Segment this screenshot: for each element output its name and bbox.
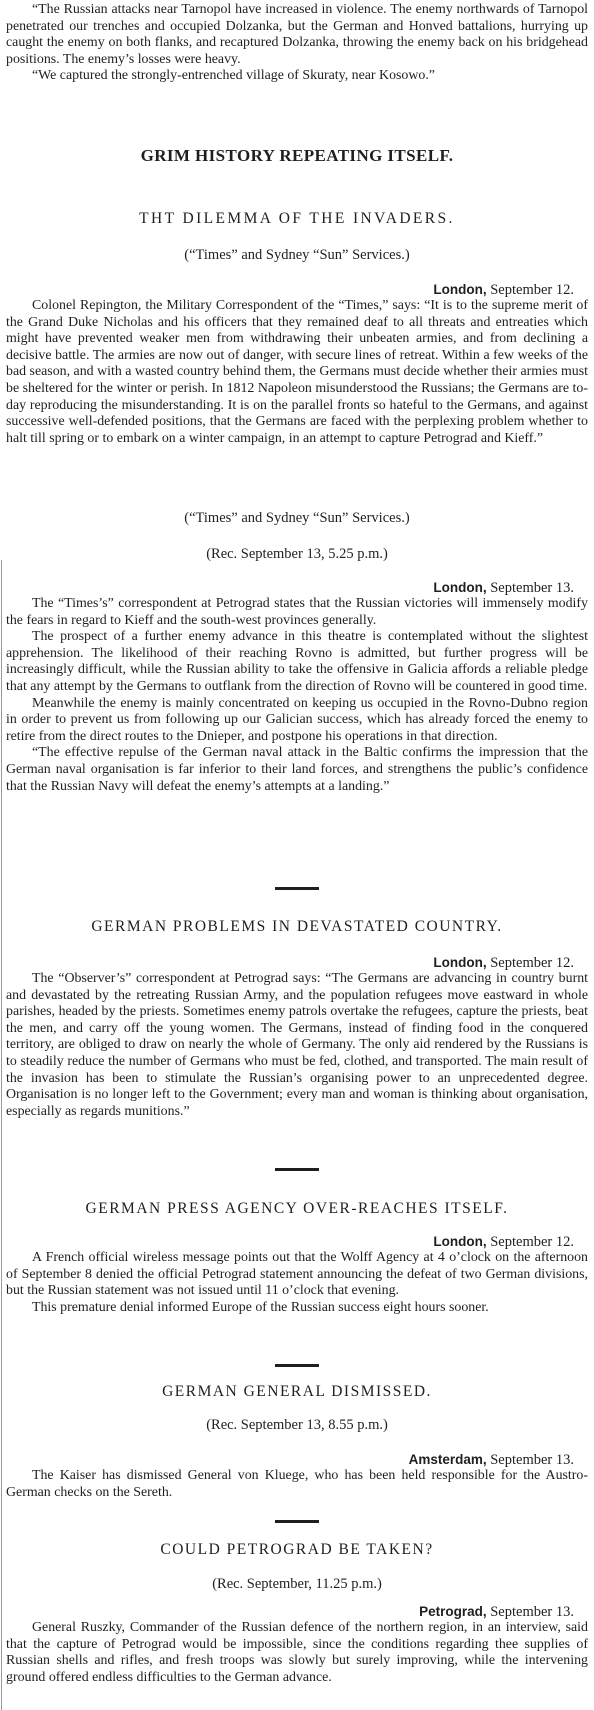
received-line-block bbox=[6, 546, 588, 563]
service-line-block bbox=[6, 510, 588, 527]
dateline-date: September 12. bbox=[490, 282, 574, 298]
dateline-place: London, bbox=[433, 282, 487, 297]
separator-rule bbox=[275, 1364, 319, 1367]
service-line: (“Times” and Sydney “Sun” Services.) bbox=[184, 247, 410, 263]
article-heading: COULD PETROGRAD BE TAKEN? bbox=[160, 1541, 434, 1558]
article-paragraph: “The effective repulse of the German naval attack in the Baltic confirms the impression that the German naval organisation is far inferior to their land forces, and strengthens the public’s confidence that the Russian Navy will defeat the enemy’s attempts at a landing.” bbox=[6, 745, 588, 794]
article-body bbox=[6, 298, 588, 447]
article-paragraph: The “Times’s” correspondent at Petrograd states that the Russian victories will immensely modify the fears in regard to Kieff and the south-west provinces generally. bbox=[6, 596, 588, 628]
dateline-place: Amsterdam, bbox=[408, 1452, 487, 1467]
received-line: (Rec. September 13, 8.55 p.m.) bbox=[206, 1417, 388, 1433]
article-paragraph: Colonel Repington, the Military Correspondent of the “Times,” says: “It is to the supreme merit of the Grand Duke Nicholas and his officers that they remained deaf to all threats and entreaties which might have prevented weaker men from withdrawing their unbeaten armies, and from declining a decisive battle. The armies are now out of danger, with secure lines of retreat. Within a few weeks of the bad season, and with a wasted country behind them, the Germans must decide whether their armies must be sheltered for the winter or perish. In 1812 Napoleon misunderstood the Russians; the Germans are to-day reproducing the misunderstanding. It is on the parallel fronts so hateful to the Germans, and against successive well-defended positions, that the Germans are faced with the perplexing problem whether to halt till spring or to embark on a winter campaign, in an attempt to capture Petrograd and Kieff.” bbox=[6, 298, 588, 446]
intro-paragraph: “We captured the strongly-entrenched village of Skuraty, near Kosowo.” bbox=[32, 68, 435, 84]
column-rule bbox=[1, 560, 2, 1710]
service-line-block bbox=[6, 247, 588, 264]
article-paragraph: The prospect of a further enemy advance in this theatre is contemplated without the slightest apprehension. The likelihood of their reaching Rovno is admitted, but further progress will be increasingly difficult, while the Russian ability to take the offensive in Galicia affords a reliable pledge that any attempt by the Germans to outflank from the direction of Rovno will be countered in good time. bbox=[6, 629, 588, 694]
dateline-date: September 12. bbox=[490, 955, 574, 971]
dateline-date: September 13. bbox=[490, 580, 574, 596]
article-body bbox=[6, 971, 588, 1120]
separator-rule-block bbox=[6, 887, 588, 890]
service-line: (“Times” and Sydney “Sun” Services.) bbox=[184, 510, 410, 526]
dateline-place: London, bbox=[433, 955, 487, 970]
dateline bbox=[6, 955, 588, 972]
article-heading: GERMAN PRESS AGENCY OVER-REACHES ITSELF. bbox=[85, 1200, 509, 1217]
separator-rule bbox=[275, 1168, 319, 1171]
received-line: (Rec. September 13, 5.25 p.m.) bbox=[206, 546, 388, 562]
article-general-dismissed bbox=[6, 1383, 588, 1401]
dateline bbox=[6, 580, 588, 597]
article-paragraph: The “Observer’s” correspondent at Petrograd says: “The Germans are advancing in country burnt and devastated by the retreating Russian Army, and the population refugees move eastward in whole parishes, headed by the priests. Sometimes enemy patrols overtake the refugees, capture the priests, beat the men, and carry off the young women. The Germans, instead of finding food in the conquered territory, are obliged to draw on nearly the whole of Germany. The only aid rendered by the Russians is to steadily reduce the number of Germans who must be fed, clothed, and transported. The main result of the invasion has been to stimulate the Russian’s organising power to an unprecedented degree. Organisation is no longer left to the Government; every man and woman is thinking about organisation, especially as regards munitions.” bbox=[6, 971, 588, 1119]
received-line-block bbox=[6, 1576, 588, 1593]
dateline-place: London, bbox=[433, 580, 487, 595]
received-line: (Rec. September, 11.25 p.m.) bbox=[212, 1576, 382, 1592]
dateline-place: Petrograd, bbox=[419, 1604, 487, 1619]
article-body bbox=[6, 1620, 588, 1686]
article-dilemma bbox=[6, 210, 588, 228]
dateline-date: September 12. bbox=[490, 1234, 574, 1250]
article-heading: THT DILEMMA OF THE INVADERS. bbox=[139, 210, 455, 227]
dateline-place: London, bbox=[433, 1234, 487, 1249]
received-line-block bbox=[6, 1417, 588, 1434]
main-heading: GRIM HISTORY REPEATING ITSELF. bbox=[140, 146, 454, 165]
main-heading-block bbox=[6, 146, 588, 166]
dateline bbox=[6, 1452, 588, 1469]
intro-block bbox=[6, 2, 588, 85]
article-body bbox=[6, 596, 588, 795]
article-paragraph: The Kaiser has dismissed General von Kluege, who has been held responsible for the Austro-German checks on the Sereth. bbox=[6, 1468, 588, 1500]
article-paragraph: Meanwhile the enemy is mainly concentrated on keeping us occupied in the Rovno-Dubno region in order to prevent us from following up our Galician success, which has already forced the enemy to retire from the direct routes to the Dnieper, and postpone his operations in that direction. bbox=[6, 695, 588, 744]
article-heading: GERMAN GENERAL DISMISSED. bbox=[162, 1383, 432, 1400]
article-petrograd bbox=[6, 1541, 588, 1559]
dateline bbox=[6, 282, 588, 299]
article-paragraph: This premature denial informed Europe of the Russian success eight hours sooner. bbox=[32, 1299, 489, 1315]
separator-rule bbox=[275, 887, 319, 890]
article-body bbox=[6, 1250, 588, 1316]
article-body bbox=[6, 1468, 588, 1501]
separator-rule-block bbox=[6, 1364, 588, 1367]
dateline bbox=[6, 1604, 588, 1621]
article-german-problems bbox=[6, 918, 588, 936]
separator-rule bbox=[275, 1520, 319, 1523]
article-press-agency bbox=[6, 1200, 588, 1218]
dateline-date: September 13. bbox=[490, 1604, 574, 1620]
separator-rule-block bbox=[6, 1168, 588, 1171]
intro-paragraph: “The Russian attacks near Tarnopol have increased in violence. The enemy northwards of Tarnopol penetrated our trenches and occupied Dolzanka, but the German and Honved battalions, hurrying up caught the enemy on both flanks, and recaptured Dolzanka, throwing the enemy back on his bridgehead positions. The enemy’s losses were heavy. bbox=[6, 2, 588, 67]
article-heading: GERMAN PROBLEMS IN DEVASTATED COUNTRY. bbox=[91, 918, 503, 935]
article-paragraph: A French official wireless message points out that the Wolff Agency at 4 o’clock on the afternoon of September 8 denied the official Petrograd statement announcing the defeat of two German divisions, but the Russian statement was not issued until 11 o’clock that evening. bbox=[6, 1250, 588, 1299]
dateline bbox=[6, 1234, 588, 1251]
separator-rule-block bbox=[6, 1520, 588, 1523]
dateline-date: September 13. bbox=[490, 1452, 574, 1468]
article-paragraph: General Ruszky, Commander of the Russian defence of the northern region, in an interview, said that the capture of Petrograd would be impossible, since the conditions regarding thee supplies of Russian shells and rifles, and fresh troops was slowly but surely improving, while the intervening ground offered endless difficulties to the German advance. bbox=[6, 1620, 588, 1685]
